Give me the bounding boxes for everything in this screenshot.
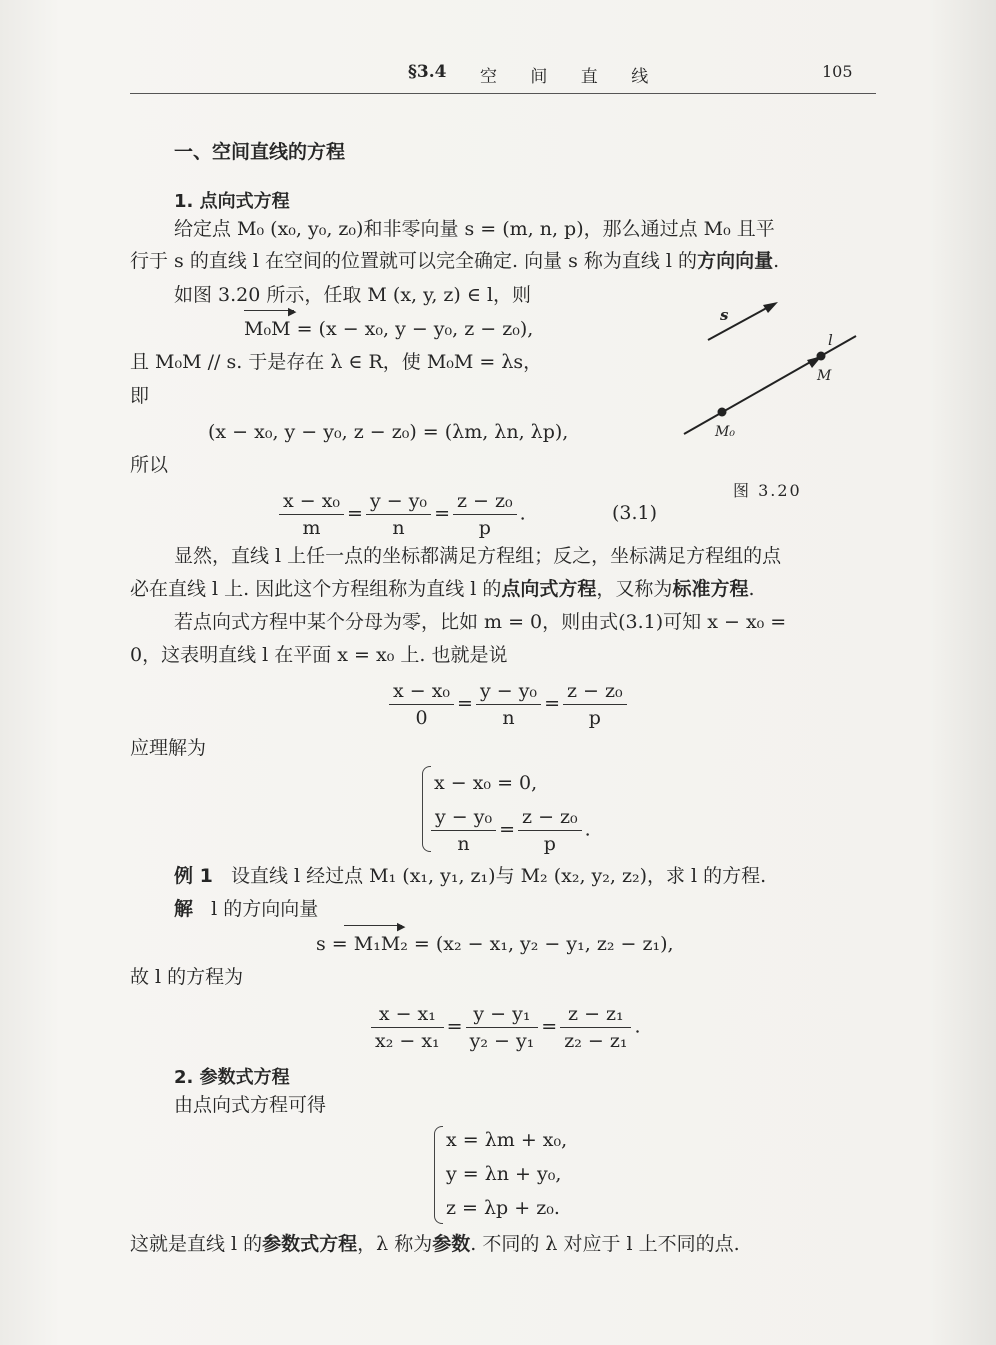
denominator: n bbox=[392, 517, 405, 539]
vector-arrow-bar bbox=[344, 925, 402, 926]
denominator: 0 bbox=[415, 707, 428, 729]
numerator: z − z₀ bbox=[563, 680, 627, 705]
paragraph-line: 应理解为 bbox=[130, 737, 207, 759]
subheading-point-direction: 1. 点向式方程 bbox=[174, 191, 290, 212]
text-span: 这就是直线 l 的 bbox=[130, 1233, 263, 1255]
paragraph-line: 显然，直线 l 上任一点的坐标都满足方程组；反之，坐标满足方程组的点 bbox=[174, 545, 782, 567]
numerator: z − z₁ bbox=[560, 1003, 631, 1028]
system-line: x = λm + x₀, bbox=[446, 1129, 568, 1151]
example-text: 设直线 l 经过点 M₁ (x₁, y₁, z₁)与 M₂ (x₂, y₂, z₂)，求 l 的方程. bbox=[230, 865, 767, 887]
vector-s-line bbox=[708, 304, 774, 340]
text-span: . 不同的 λ 对应于 l 上不同的点. bbox=[470, 1233, 740, 1255]
fraction bbox=[389, 680, 454, 729]
denominator: x₂ − x₁ bbox=[375, 1030, 440, 1052]
point-M bbox=[817, 352, 826, 361]
label-M0: M₀ bbox=[715, 424, 735, 440]
solution-text: l 的方向向量 bbox=[211, 898, 319, 920]
text-span: ，又称为 bbox=[596, 578, 673, 600]
numerator: y − y₀ bbox=[476, 680, 541, 705]
numerator: y − y₀ bbox=[431, 806, 496, 831]
vector-equation bbox=[244, 305, 534, 340]
label-M: M bbox=[817, 368, 832, 384]
denominator: m bbox=[302, 517, 321, 539]
term-parameter: 参数 bbox=[432, 1233, 471, 1255]
fraction bbox=[366, 490, 431, 539]
numerator: y − y₁ bbox=[466, 1003, 539, 1028]
denominator: p bbox=[478, 517, 491, 539]
fraction bbox=[560, 1003, 631, 1052]
denominator: p bbox=[588, 707, 601, 729]
arrowhead-icon bbox=[763, 302, 778, 313]
page-number: 105 bbox=[822, 62, 853, 81]
section-title: 空 间 直 线 bbox=[480, 67, 663, 87]
numerator: x − x₀ bbox=[279, 490, 344, 515]
paragraph-line: 若点向式方程中某个分母为零，比如 m = 0，则由式(3.1)可知 x − x₀ = bbox=[174, 611, 787, 633]
paragraph-line: 且 M₀M // s. 于是存在 λ ∈ R，使 M₀M = λs， bbox=[130, 351, 543, 373]
solution-line bbox=[174, 900, 318, 919]
numerator: z − z₀ bbox=[453, 490, 517, 515]
term-direction-vector: 方向向量 bbox=[697, 250, 774, 272]
numerator: x − x₁ bbox=[371, 1003, 444, 1028]
figure-caption: 图 3.20 bbox=[733, 481, 802, 500]
equation-tag: (3.1) bbox=[612, 502, 658, 524]
numerator: y − y₀ bbox=[366, 490, 431, 515]
fraction bbox=[563, 680, 627, 729]
numerator: x − x₀ bbox=[389, 680, 454, 705]
line-equation: $\frac{\text{x − x₁}}{\text{x₂ − x₁}}$ = $\frac{\text{y − y₁}}{\text{y₂ − y₁}}$ = $\frac{\text{z − z₁}}{\text{z₂ − z₁}}$ . bbox=[368, 1003, 641, 1052]
label-s: s bbox=[720, 306, 729, 324]
vector-arrow-bar bbox=[244, 310, 294, 311]
system-line: z = λp + z₀. bbox=[446, 1197, 560, 1219]
fraction bbox=[279, 490, 344, 539]
text-span: 必在直线 l 上. 因此这个方程组称为直线 l 的 bbox=[130, 578, 502, 600]
fraction bbox=[431, 806, 496, 855]
equation-text: s = M₁M₂ = (x₂ − x₁, y₂ − y₁, z₂ − z₁), bbox=[316, 933, 674, 955]
numerator: z − z₀ bbox=[518, 806, 582, 831]
text-span: 行于 s 的直线 l 在空间的位置就可以完全确定. 向量 s 称为直线 l 的 bbox=[130, 250, 698, 272]
example-label: 例 1 bbox=[174, 865, 213, 887]
paragraph-line: 故 l 的方程为 bbox=[130, 966, 244, 988]
paragraph-line: 如图 3.20 所示，任取 M (x, y, z) ∈ l，则 bbox=[174, 284, 532, 306]
label-l: l bbox=[828, 331, 833, 349]
system-line: x − x₀ = 0, bbox=[434, 772, 538, 794]
equation-3-1: $\frac{\text{x − x₀}}{m}$ = $\frac{\text{y − y₀}}{n}$ = $\frac{\text{z − z₀}}{p}$ . bbox=[276, 490, 526, 539]
chapter-heading: 一、空间直线的方程 bbox=[174, 141, 346, 163]
section-number: §3.4 bbox=[408, 62, 447, 82]
line-l bbox=[684, 336, 856, 434]
fraction bbox=[466, 1003, 539, 1052]
paragraph-line: 由点向式方程可得 bbox=[174, 1094, 327, 1116]
system-line: $\frac{\text{y − y₀}}{n}$ = $\frac{\text{z − z₀}}{p}$ . bbox=[428, 806, 591, 855]
term-point-direction: 点向式方程 bbox=[501, 578, 597, 600]
fraction bbox=[453, 490, 517, 539]
lambda-equation: (x − x₀, y − y₀, z − z₀) = (λm, λn, λp), bbox=[208, 421, 569, 443]
paragraph-line: 即 bbox=[130, 385, 150, 407]
denominator: y₂ − y₁ bbox=[469, 1030, 535, 1052]
system-brace bbox=[434, 1126, 443, 1224]
point-M0 bbox=[718, 408, 727, 417]
paragraph-line: 给定点 M₀ (x₀, y₀, z₀)和非零向量 s = (m, n, p)，那么通过点 M₀ 且平 bbox=[174, 218, 775, 240]
paragraph-line bbox=[130, 1235, 740, 1254]
system-line: y = λn + y₀, bbox=[446, 1163, 562, 1185]
term-parametric-equation: 参数式方程 bbox=[262, 1233, 358, 1255]
direction-vector-equation bbox=[316, 920, 674, 955]
paragraph-line: 行于 s 的直线 l 在空间的位置就可以完全确定. 向量 s 称为直线 l 的方向向量. bbox=[130, 250, 780, 272]
term-standard-equation: 标准方程 bbox=[672, 578, 749, 600]
fraction bbox=[518, 806, 582, 855]
paragraph-line: 必在直线 l 上. 因此这个方程组称为直线 l 的点向式方程，又称为标准方程. bbox=[130, 578, 755, 600]
denominator: n bbox=[502, 707, 515, 729]
arrow-icon: ▶ bbox=[397, 920, 406, 933]
solution-label: 解 bbox=[174, 898, 194, 920]
equation-text: M₀M = (x − x₀, y − y₀, z − z₀), bbox=[244, 318, 534, 340]
arrow-icon: ▶ bbox=[288, 305, 297, 318]
header-rule bbox=[130, 93, 876, 94]
paragraph-line: 所以 bbox=[130, 454, 169, 476]
denominator: z₂ − z₁ bbox=[564, 1030, 628, 1052]
fraction bbox=[476, 680, 541, 729]
denominator: n bbox=[457, 833, 470, 855]
figure-3-20 bbox=[670, 290, 880, 450]
paragraph-line: 0，这表明直线 l 在平面 x = x₀ 上. 也就是说 bbox=[130, 644, 508, 666]
text-span: ，λ 称为 bbox=[357, 1233, 433, 1255]
fraction bbox=[371, 1003, 444, 1052]
example-line bbox=[174, 867, 766, 886]
zero-denominator-equation: $\frac{\text{x − x₀}}{0}$ = $\frac{\text{y − y₀}}{n}$ = $\frac{\text{z − z₀}}{p}$ bbox=[386, 680, 630, 729]
subheading-parametric: 2. 参数式方程 bbox=[174, 1067, 290, 1088]
denominator: p bbox=[543, 833, 556, 855]
